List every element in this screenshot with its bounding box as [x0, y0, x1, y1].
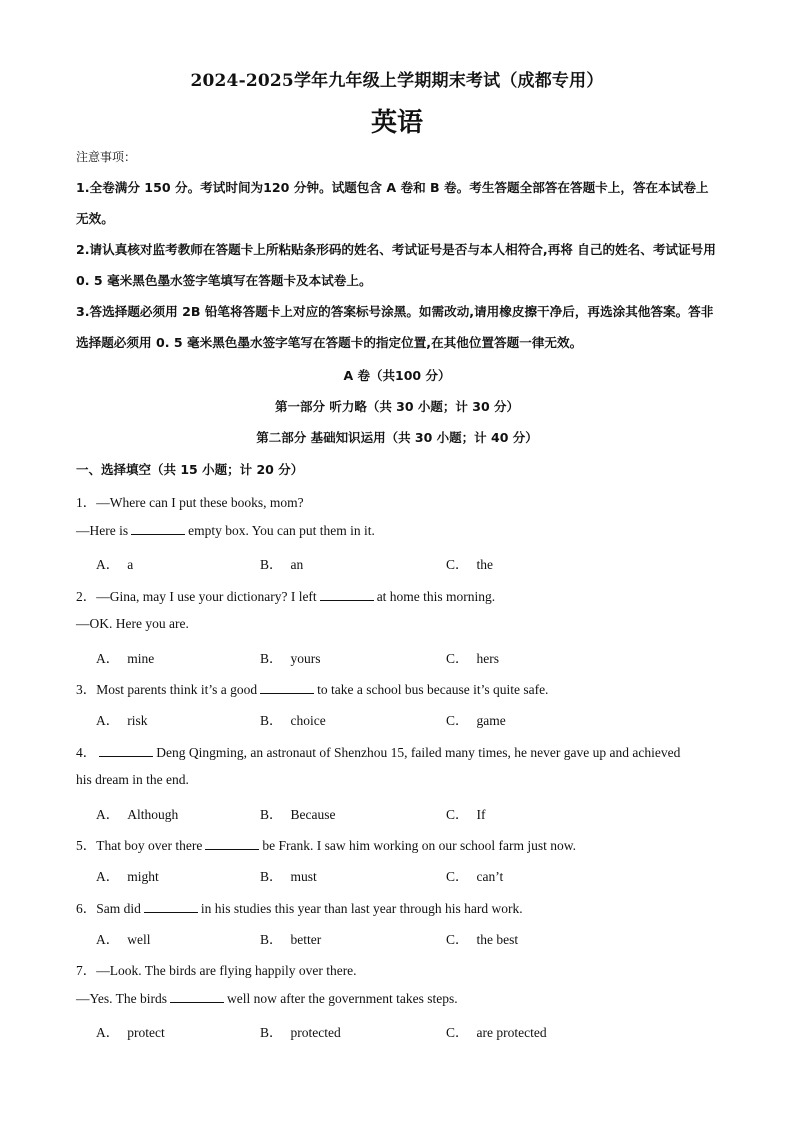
note-item-3: 3.答选择题必须用 2B 铅笔将答题卡上对应的答案标号涂黑。如需改动,请用橡皮擦干净后，再选涂其他答案。答非选择题必须用 0. 5 毫米黑色墨水签字笔写在答题卡的指定位置,在其他位置答题一律无效。: [76, 304, 714, 350]
answer-option: [96, 709, 148, 729]
option-text: a: [127, 557, 134, 573]
option-text: protect: [127, 1025, 165, 1041]
answer-blank: [131, 522, 185, 535]
option-label: B．: [260, 807, 283, 822]
question-line: [76, 959, 718, 979]
answer-blank: [144, 900, 198, 913]
answer-option: [260, 865, 317, 885]
option-text: Although: [127, 807, 179, 822]
part1-heading: 第一部分 听力略（共 30 小题；计 30 分）: [274, 399, 520, 414]
option-label: C．: [446, 557, 469, 573]
option-label: A．: [96, 807, 120, 822]
answer-option: [260, 647, 321, 667]
option-label: A．: [96, 557, 120, 573]
question-text: empty box. You can put them in it.: [188, 523, 375, 539]
option-label: B．: [260, 557, 283, 573]
option-text: might: [127, 869, 159, 885]
question-line: [76, 834, 718, 854]
answer-option: [96, 1021, 165, 1041]
answer-option: [260, 1021, 341, 1041]
question-text: Deng Qingming, an astronaut of Shenzhou 15, failed many times, he never gave up and achieved: [156, 744, 681, 760]
question-line: [76, 990, 718, 1007]
question-text: be Frank. I saw him working on our school farm just now.: [262, 838, 577, 854]
option-label: B．: [260, 869, 283, 885]
answer-option: [96, 928, 151, 948]
question-text: 7．—Look. The birds are flying happily over there.: [76, 963, 357, 978]
option-label: C．: [446, 807, 469, 822]
option-label: C．: [446, 713, 469, 729]
question-line: [76, 616, 718, 632]
question-text: his dream in the end.: [76, 771, 189, 787]
option-text: If: [476, 807, 486, 822]
question-text: 5．That boy over there: [76, 838, 203, 854]
option-text: choice: [290, 713, 326, 729]
question-line: [76, 772, 718, 788]
answer-option: [446, 1021, 547, 1041]
subject-title: 英语: [370, 108, 423, 138]
option-text: Because: [290, 807, 336, 822]
option-label: B．: [260, 713, 283, 729]
question-line: [76, 491, 718, 511]
question-line: [76, 897, 718, 917]
answer-option: [446, 647, 499, 667]
answer-option: [446, 865, 503, 885]
option-label: A．: [96, 1025, 120, 1041]
question-text: in his studies this year than last year through his hard work.: [200, 900, 523, 916]
option-text: the best: [476, 931, 519, 947]
answer-option: [260, 709, 326, 729]
answer-blank: [170, 990, 224, 1003]
answer-option: [446, 553, 493, 573]
question-text: at home this morning.: [376, 588, 496, 604]
option-text: can’t: [476, 869, 504, 885]
answer-option: [446, 928, 518, 948]
option-label: B．: [260, 931, 283, 947]
question-text: 2．—Gina, may I use your dictionary? I left: [76, 588, 317, 604]
option-text: mine: [127, 651, 155, 666]
exam-title: 2024-2025学年九年级上学期期末考试（成都专用）: [190, 71, 604, 91]
option-label: C．: [446, 651, 469, 666]
option-label: A．: [96, 931, 120, 947]
option-label: B．: [260, 651, 283, 666]
option-label: C．: [446, 869, 469, 885]
question-text: well now after the government takes steps.: [227, 991, 458, 1007]
answer-blank: [320, 588, 374, 601]
answer-option: [260, 803, 336, 823]
answer-option: [96, 553, 133, 573]
notes-heading: 注意事项：: [76, 150, 137, 164]
answer-option: [96, 865, 159, 885]
note-item-1: 1.全卷满分 150 分。考试时间为120 分钟。试题包含 A 卷和 B 卷。考生答题全部答在答题卡上，答在本试卷上无效。: [76, 180, 709, 226]
option-label: A．: [96, 713, 120, 729]
option-text: are protected: [476, 1025, 547, 1041]
option-label: C．: [446, 931, 469, 947]
question-line: [76, 585, 718, 605]
question-text: —Here is: [76, 523, 129, 539]
question-line: [76, 678, 718, 698]
question-line: [76, 741, 718, 761]
question-text: 3．Most parents think it’s a good: [76, 682, 258, 698]
question-text: 6．Sam did: [76, 900, 141, 916]
question-text: to take a school bus because it’s quite safe.: [317, 682, 549, 698]
part2-heading: 第二部分 基础知识运用（共 30 小题；计 40 分）: [256, 430, 538, 445]
option-text: game: [476, 713, 506, 729]
option-text: hers: [476, 651, 500, 666]
answer-option: [260, 928, 321, 948]
answer-blank: [99, 744, 153, 757]
question-line: [76, 522, 718, 539]
option-label: A．: [96, 869, 120, 885]
question-text: —OK. Here you are.: [76, 615, 189, 631]
option-label: A．: [96, 651, 120, 666]
answer-option: [446, 803, 486, 823]
question-text: 4．: [76, 744, 97, 760]
option-text: yours: [290, 651, 321, 666]
question-text: 1．—Where can I put these books, mom?: [76, 495, 304, 510]
option-text: protected: [290, 1025, 341, 1041]
option-text: an: [290, 557, 304, 573]
volume-a-heading: A 卷（共100 分）: [343, 368, 451, 383]
option-text: must: [290, 869, 317, 885]
answer-option: [96, 803, 178, 823]
option-text: well: [127, 931, 151, 947]
option-text: risk: [127, 713, 148, 729]
answer-option: [260, 553, 303, 573]
answer-blank: [260, 681, 314, 694]
section1-heading: 一、选择填空（共 15 小题；计 20 分）: [76, 462, 304, 477]
option-text: better: [290, 931, 322, 947]
answer-option: [96, 647, 154, 667]
option-label: B．: [260, 1025, 283, 1041]
option-label: C．: [446, 1025, 469, 1041]
answer-option: [446, 709, 506, 729]
option-text: the: [476, 557, 494, 573]
question-text: —Yes. The birds: [76, 991, 168, 1007]
answer-blank: [205, 837, 259, 850]
note-item-2: 2.请认真核对监考教师在答题卡上所粘贴条形码的姓名、考试证号是否与本人相符合,再将 自己的姓名、考试证号用 0. 5 毫米黑色墨水签字笔填写在答题卡及本试卷上。: [76, 242, 716, 288]
